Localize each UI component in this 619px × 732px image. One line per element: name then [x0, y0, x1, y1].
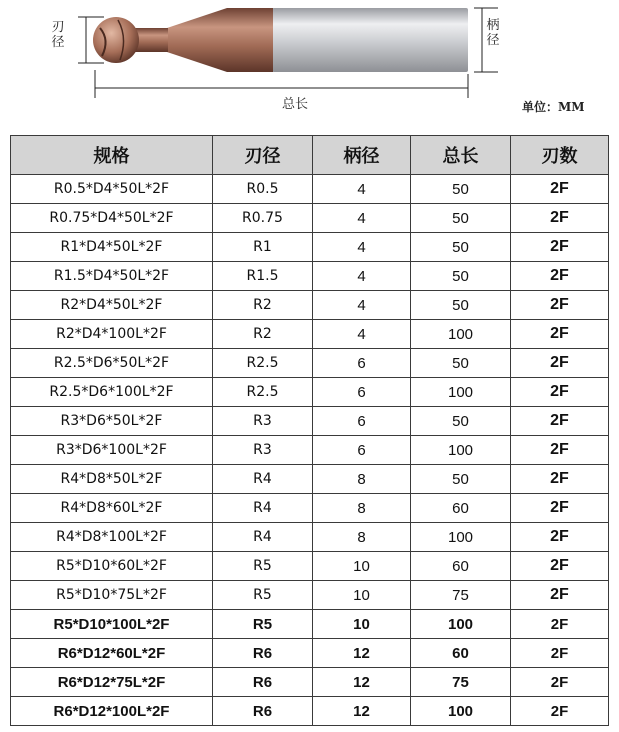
- cell-shank-diameter: 6: [313, 407, 411, 436]
- table-body: [11, 175, 609, 726]
- cell-shank-diameter: 4: [313, 320, 411, 349]
- cell-blade-diameter: R4: [213, 523, 313, 552]
- cell-spec: R2*D4*50L*2F: [11, 291, 213, 320]
- cell-blade-diameter: R6: [213, 668, 313, 697]
- cell-total-length: 100: [411, 523, 511, 552]
- header-shank-diameter: 柄径: [313, 136, 411, 175]
- spec-table: [10, 135, 609, 726]
- header-blade-diameter: 刃径: [213, 136, 313, 175]
- cell-shank-diameter: 4: [313, 291, 411, 320]
- cell-blade-diameter: R1: [213, 233, 313, 262]
- cell-spec: R4*D8*60L*2F: [11, 494, 213, 523]
- cell-spec: R0.5*D4*50L*2F: [11, 175, 213, 204]
- cell-blade-diameter: R2: [213, 291, 313, 320]
- cell-total-length: 50: [411, 262, 511, 291]
- cell-flutes: 2F: [511, 436, 609, 465]
- table-row: [11, 465, 609, 494]
- blade-diameter-label: 刃 径: [51, 20, 65, 50]
- table-row: [11, 291, 609, 320]
- cell-flutes: 2F: [511, 407, 609, 436]
- cell-blade-diameter: R3: [213, 407, 313, 436]
- cell-total-length: 50: [411, 349, 511, 378]
- cell-spec: R4*D8*50L*2F: [11, 465, 213, 494]
- table-row: [11, 552, 609, 581]
- cell-shank-diameter: 4: [313, 262, 411, 291]
- cell-shank-diameter: 4: [313, 204, 411, 233]
- cell-total-length: 100: [411, 320, 511, 349]
- cell-spec: R4*D8*100L*2F: [11, 523, 213, 552]
- cell-flutes: 2F: [511, 552, 609, 581]
- cell-total-length: 50: [411, 465, 511, 494]
- header-total-length: 总长: [411, 136, 511, 175]
- cell-shank-diameter: 10: [313, 610, 411, 639]
- cell-total-length: 100: [411, 378, 511, 407]
- cell-spec: R5*D10*60L*2F: [11, 552, 213, 581]
- cell-shank-diameter: 6: [313, 436, 411, 465]
- cell-total-length: 50: [411, 175, 511, 204]
- cell-flutes: 2F: [511, 465, 609, 494]
- cell-total-length: 100: [411, 697, 511, 726]
- cell-blade-diameter: R4: [213, 465, 313, 494]
- cell-spec: R1.5*D4*50L*2F: [11, 262, 213, 291]
- cell-total-length: 100: [411, 436, 511, 465]
- cell-total-length: 60: [411, 494, 511, 523]
- unit-label: 单位：MM: [522, 100, 585, 114]
- cell-shank-diameter: 4: [313, 233, 411, 262]
- cell-shank-diameter: 6: [313, 378, 411, 407]
- cell-spec: R6*D12*75L*2F: [11, 668, 213, 697]
- cell-spec: R1*D4*50L*2F: [11, 233, 213, 262]
- table-row: [11, 233, 609, 262]
- cell-shank-diameter: 8: [313, 465, 411, 494]
- cell-total-length: 50: [411, 204, 511, 233]
- cell-blade-diameter: R5: [213, 581, 313, 610]
- cell-blade-diameter: R3: [213, 436, 313, 465]
- cell-spec: R3*D6*50L*2F: [11, 407, 213, 436]
- tool-diagram: [0, 0, 619, 128]
- cell-flutes: 2F: [511, 233, 609, 262]
- cell-flutes: 2F: [511, 175, 609, 204]
- cell-total-length: 100: [411, 610, 511, 639]
- ball-head: [93, 17, 139, 63]
- cell-spec: R5*D10*100L*2F: [11, 610, 213, 639]
- cell-flutes: 2F: [511, 378, 609, 407]
- table-row: [11, 610, 609, 639]
- table-row: [11, 639, 609, 668]
- cell-shank-diameter: 12: [313, 639, 411, 668]
- cell-flutes: 2F: [511, 581, 609, 610]
- cell-blade-diameter: R6: [213, 639, 313, 668]
- cell-shank-diameter: 10: [313, 581, 411, 610]
- cell-spec: R2.5*D6*50L*2F: [11, 349, 213, 378]
- table-row: [11, 175, 609, 204]
- cell-shank-diameter: 10: [313, 552, 411, 581]
- table-row: [11, 349, 609, 378]
- table-row: [11, 581, 609, 610]
- cell-blade-diameter: R4: [213, 494, 313, 523]
- cell-blade-diameter: R0.5: [213, 175, 313, 204]
- cell-shank-diameter: 8: [313, 494, 411, 523]
- cell-blade-diameter: R0.75: [213, 204, 313, 233]
- cell-spec: R2.5*D6*100L*2F: [11, 378, 213, 407]
- cell-flutes: 2F: [511, 639, 609, 668]
- table-row: [11, 436, 609, 465]
- cell-flutes: 2F: [511, 262, 609, 291]
- cell-blade-diameter: R1.5: [213, 262, 313, 291]
- cell-blade-diameter: R2.5: [213, 378, 313, 407]
- cell-flutes: 2F: [511, 204, 609, 233]
- cell-total-length: 50: [411, 407, 511, 436]
- table-row: [11, 204, 609, 233]
- cell-shank-diameter: 12: [313, 668, 411, 697]
- cell-flutes: 2F: [511, 349, 609, 378]
- total-length-label: 总长: [281, 97, 308, 112]
- table-row: [11, 378, 609, 407]
- cell-spec: R5*D10*75L*2F: [11, 581, 213, 610]
- cell-total-length: 50: [411, 291, 511, 320]
- cell-shank-diameter: 6: [313, 349, 411, 378]
- cell-spec: R6*D12*100L*2F: [11, 697, 213, 726]
- cell-total-length: 60: [411, 552, 511, 581]
- table-row: [11, 494, 609, 523]
- cell-flutes: 2F: [511, 494, 609, 523]
- cell-blade-diameter: R2: [213, 320, 313, 349]
- table-row: [11, 262, 609, 291]
- cell-shank-diameter: 8: [313, 523, 411, 552]
- cell-blade-diameter: R2.5: [213, 349, 313, 378]
- shank-diameter-label: 柄 径: [486, 18, 500, 48]
- cell-blade-diameter: R5: [213, 610, 313, 639]
- cell-flutes: 2F: [511, 610, 609, 639]
- cell-total-length: 50: [411, 233, 511, 262]
- header-flutes: 刃数: [511, 136, 609, 175]
- cell-flutes: 2F: [511, 320, 609, 349]
- shank-body: [272, 8, 468, 72]
- coated-collar: [227, 8, 273, 72]
- cell-blade-diameter: R5: [213, 552, 313, 581]
- cell-spec: R2*D4*100L*2F: [11, 320, 213, 349]
- cell-flutes: 2F: [511, 291, 609, 320]
- taper-neck: [167, 8, 227, 72]
- cell-spec: R3*D6*100L*2F: [11, 436, 213, 465]
- cell-total-length: 75: [411, 668, 511, 697]
- cell-spec: R0.75*D4*50L*2F: [11, 204, 213, 233]
- table-row: [11, 523, 609, 552]
- header-spec: 规格: [11, 136, 213, 175]
- cell-spec: R6*D12*60L*2F: [11, 639, 213, 668]
- cell-flutes: 2F: [511, 697, 609, 726]
- table-row: [11, 407, 609, 436]
- cell-total-length: 60: [411, 639, 511, 668]
- cell-shank-diameter: 4: [313, 175, 411, 204]
- cell-total-length: 75: [411, 581, 511, 610]
- table-row: [11, 697, 609, 726]
- table-header-row: [11, 136, 609, 175]
- cell-shank-diameter: 12: [313, 697, 411, 726]
- cell-blade-diameter: R6: [213, 697, 313, 726]
- table-row: [11, 320, 609, 349]
- cell-flutes: 2F: [511, 668, 609, 697]
- cell-flutes: 2F: [511, 523, 609, 552]
- table-row: [11, 668, 609, 697]
